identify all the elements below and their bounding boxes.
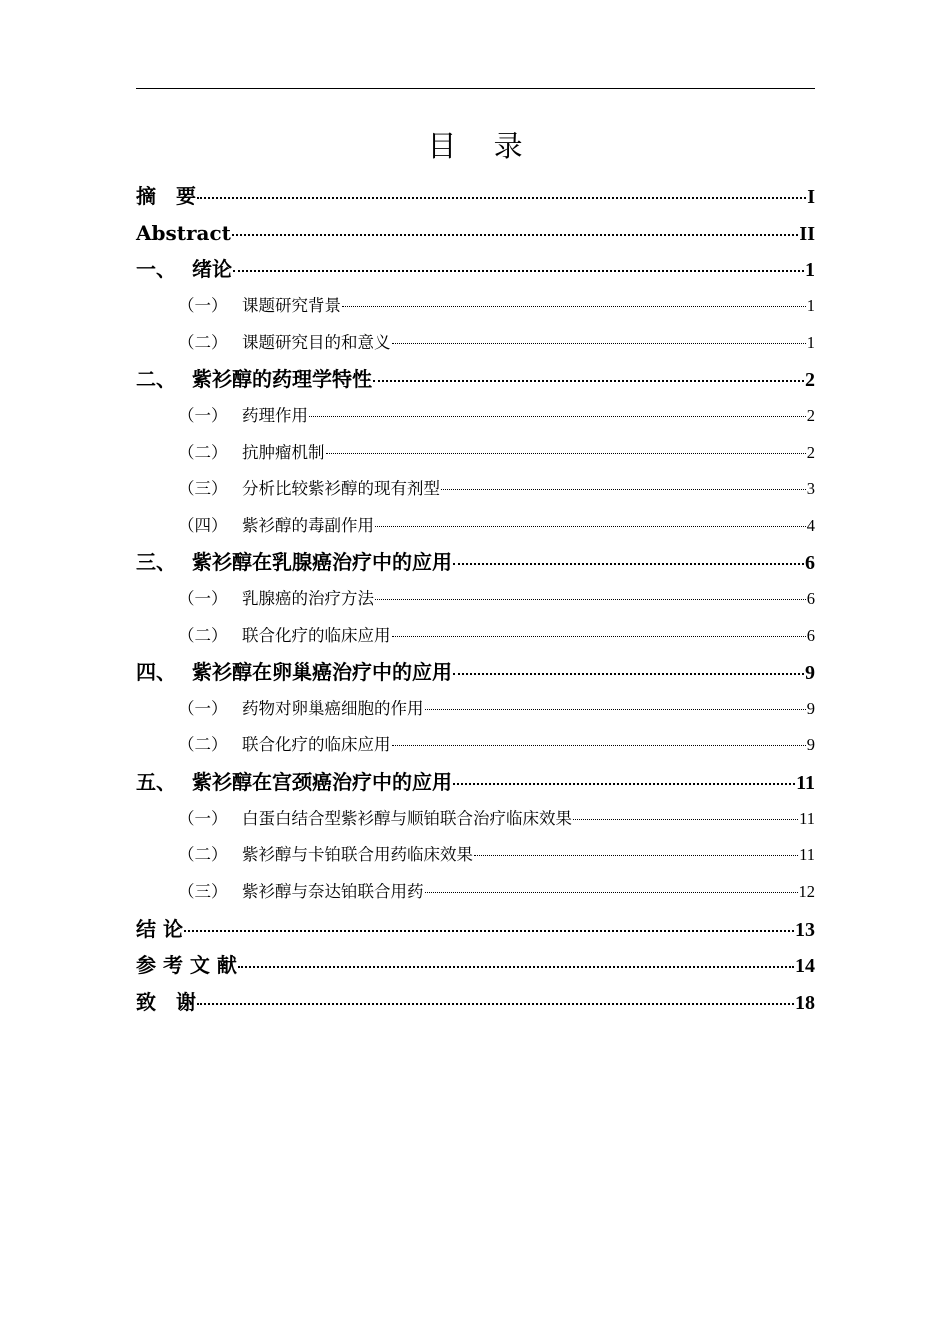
dot-leader — [233, 270, 804, 272]
toc-entry-label: 紫衫醇在乳腺癌治疗中的应用 — [192, 550, 452, 575]
toc-entry-page-number: 11 — [796, 772, 815, 795]
toc-entry-label: Abstract — [136, 220, 231, 245]
toc-entry[interactable] — [136, 544, 815, 581]
toc-entry[interactable] — [136, 288, 815, 325]
dot-leader — [392, 343, 806, 344]
dot-leader — [441, 489, 806, 490]
toc-entry[interactable] — [136, 984, 815, 1021]
table-of-contents — [136, 178, 815, 1021]
toc-entry-page-number: 1 — [806, 296, 815, 316]
toc-entry-number: （一） — [178, 405, 228, 425]
toc-entry-label: 课题研究背景 — [242, 296, 341, 316]
toc-entry-page-number: 11 — [799, 808, 815, 828]
toc-entry-page-number: 12 — [798, 881, 815, 901]
toc-entry-number: （四） — [178, 515, 228, 535]
toc-entry-label: 绪论 — [192, 257, 232, 282]
toc-entry-label: 结 论 — [136, 916, 183, 941]
toc-entry[interactable] — [136, 654, 815, 691]
toc-entry[interactable] — [136, 837, 815, 874]
dot-leader — [309, 416, 806, 417]
dot-leader — [453, 673, 804, 675]
dot-leader — [392, 745, 806, 746]
toc-entry-page-number: 13 — [795, 918, 815, 941]
toc-entry-page-number: 6 — [806, 625, 815, 645]
toc-entry-number: （二） — [178, 625, 228, 645]
toc-entry-label: 药理作用 — [242, 405, 308, 425]
toc-entry-page-number: 1 — [806, 332, 815, 352]
toc-entry-label: 紫衫醇在宫颈癌治疗中的应用 — [192, 770, 452, 795]
dot-leader — [373, 380, 804, 382]
header-rule — [136, 88, 815, 89]
toc-entry-label: 参 考 文 献 — [136, 953, 237, 978]
toc-entry[interactable] — [136, 581, 815, 618]
dot-leader — [184, 930, 794, 932]
toc-entry-page-number: 2 — [805, 369, 815, 392]
toc-entry[interactable] — [136, 251, 815, 288]
dot-leader — [392, 636, 806, 637]
dot-leader — [425, 709, 806, 710]
toc-entry-page-number: 11 — [799, 845, 815, 865]
toc-entry-label: 致 谢 — [136, 989, 196, 1014]
dot-leader — [573, 819, 798, 820]
toc-entry-page-number: 2 — [806, 442, 815, 462]
toc-entry-label: 分析比较紫衫醇的现有剂型 — [242, 479, 440, 499]
toc-entry-number: （三） — [178, 881, 228, 901]
toc-entry-number: （二） — [178, 442, 228, 462]
dot-leader — [453, 563, 804, 565]
dot-leader — [375, 599, 806, 600]
toc-entry-number: 五、 — [136, 770, 176, 795]
toc-entry[interactable] — [136, 471, 815, 508]
toc-entry[interactable] — [136, 618, 815, 655]
toc-entry[interactable] — [136, 508, 815, 545]
toc-entry-page-number: 1 — [805, 259, 815, 282]
toc-entry-label: 乳腺癌的治疗方法 — [242, 589, 374, 608]
toc-entry[interactable] — [136, 178, 815, 215]
toc-entry-page-number: 9 — [805, 662, 815, 685]
toc-entry-number: 四、 — [136, 660, 176, 685]
toc-entry-label: 紫衫醇与卡铂联合用药临床效果 — [242, 845, 473, 865]
dot-leader — [326, 453, 806, 454]
toc-entry-page-number: 2 — [806, 405, 815, 425]
toc-entry[interactable] — [136, 764, 815, 801]
toc-entry-page-number: 9 — [806, 698, 815, 718]
dot-leader — [375, 526, 806, 527]
toc-entry-number: 一、 — [136, 257, 176, 282]
toc-entry[interactable] — [136, 947, 815, 984]
toc-entry-number: （一） — [178, 589, 228, 608]
toc-entry[interactable] — [136, 874, 815, 911]
toc-entry-label: 白蛋白结合型紫衫醇与顺铂联合治疗临床效果 — [242, 808, 572, 828]
toc-entry-label: 摘 要 — [136, 184, 196, 208]
toc-entry[interactable] — [136, 691, 815, 728]
toc-entry-number: （一） — [178, 698, 228, 718]
toc-entry[interactable] — [136, 398, 815, 435]
toc-entry-page-number: I — [807, 186, 815, 208]
page-title: 目 录 — [427, 129, 537, 163]
dot-leader — [197, 1003, 794, 1005]
toc-entry-label: 紫衫醇的毒副作用 — [242, 515, 374, 535]
toc-entry-page-number: 4 — [806, 515, 815, 535]
toc-entry-label: 紫衫醇的药理学特性 — [192, 367, 372, 392]
toc-entry[interactable] — [136, 325, 815, 362]
toc-entry-number: （一） — [178, 808, 228, 828]
toc-entry-label: 抗肿瘤机制 — [242, 442, 325, 462]
dot-leader — [453, 783, 795, 785]
toc-entry[interactable] — [136, 727, 815, 764]
toc-entry-number: （二） — [178, 845, 228, 865]
dot-leader — [238, 966, 794, 968]
toc-entry[interactable] — [136, 801, 815, 838]
toc-entry-page-number: 6 — [805, 552, 815, 575]
toc-entry[interactable] — [136, 911, 815, 948]
dot-leader — [197, 197, 806, 199]
toc-entry-label: 紫衫醇与奈达铂联合用药 — [242, 881, 424, 901]
toc-entry-page-number: 14 — [795, 955, 815, 978]
dot-leader — [474, 855, 798, 856]
toc-entry-label: 紫衫醇在卵巢癌治疗中的应用 — [192, 660, 452, 685]
dot-leader — [342, 306, 806, 307]
toc-entry-page-number: 18 — [795, 991, 815, 1014]
toc-entry-label: 联合化疗的临床应用 — [242, 625, 391, 645]
toc-entry-page-number: 9 — [806, 735, 815, 755]
toc-entry[interactable] — [136, 361, 815, 398]
toc-entry-label: 药物对卵巢癌细胞的作用 — [242, 698, 424, 718]
toc-entry-page-number: 3 — [806, 479, 815, 499]
toc-entry-number: 三、 — [136, 550, 176, 575]
dot-leader — [232, 234, 799, 236]
toc-entry-page-number: II — [799, 222, 815, 245]
toc-entry-number: （二） — [178, 735, 228, 755]
toc-entry-label: 课题研究目的和意义 — [242, 332, 391, 352]
toc-entry-number: （二） — [178, 332, 228, 352]
toc-entry[interactable] — [136, 435, 815, 472]
toc-entry-number: （一） — [178, 296, 228, 316]
toc-entry[interactable] — [136, 215, 815, 252]
toc-entry-page-number: 6 — [806, 589, 815, 608]
dot-leader — [425, 892, 798, 893]
toc-entry-number: （三） — [178, 479, 228, 499]
toc-entry-number: 二、 — [136, 367, 176, 392]
toc-entry-label: 联合化疗的临床应用 — [242, 735, 391, 755]
